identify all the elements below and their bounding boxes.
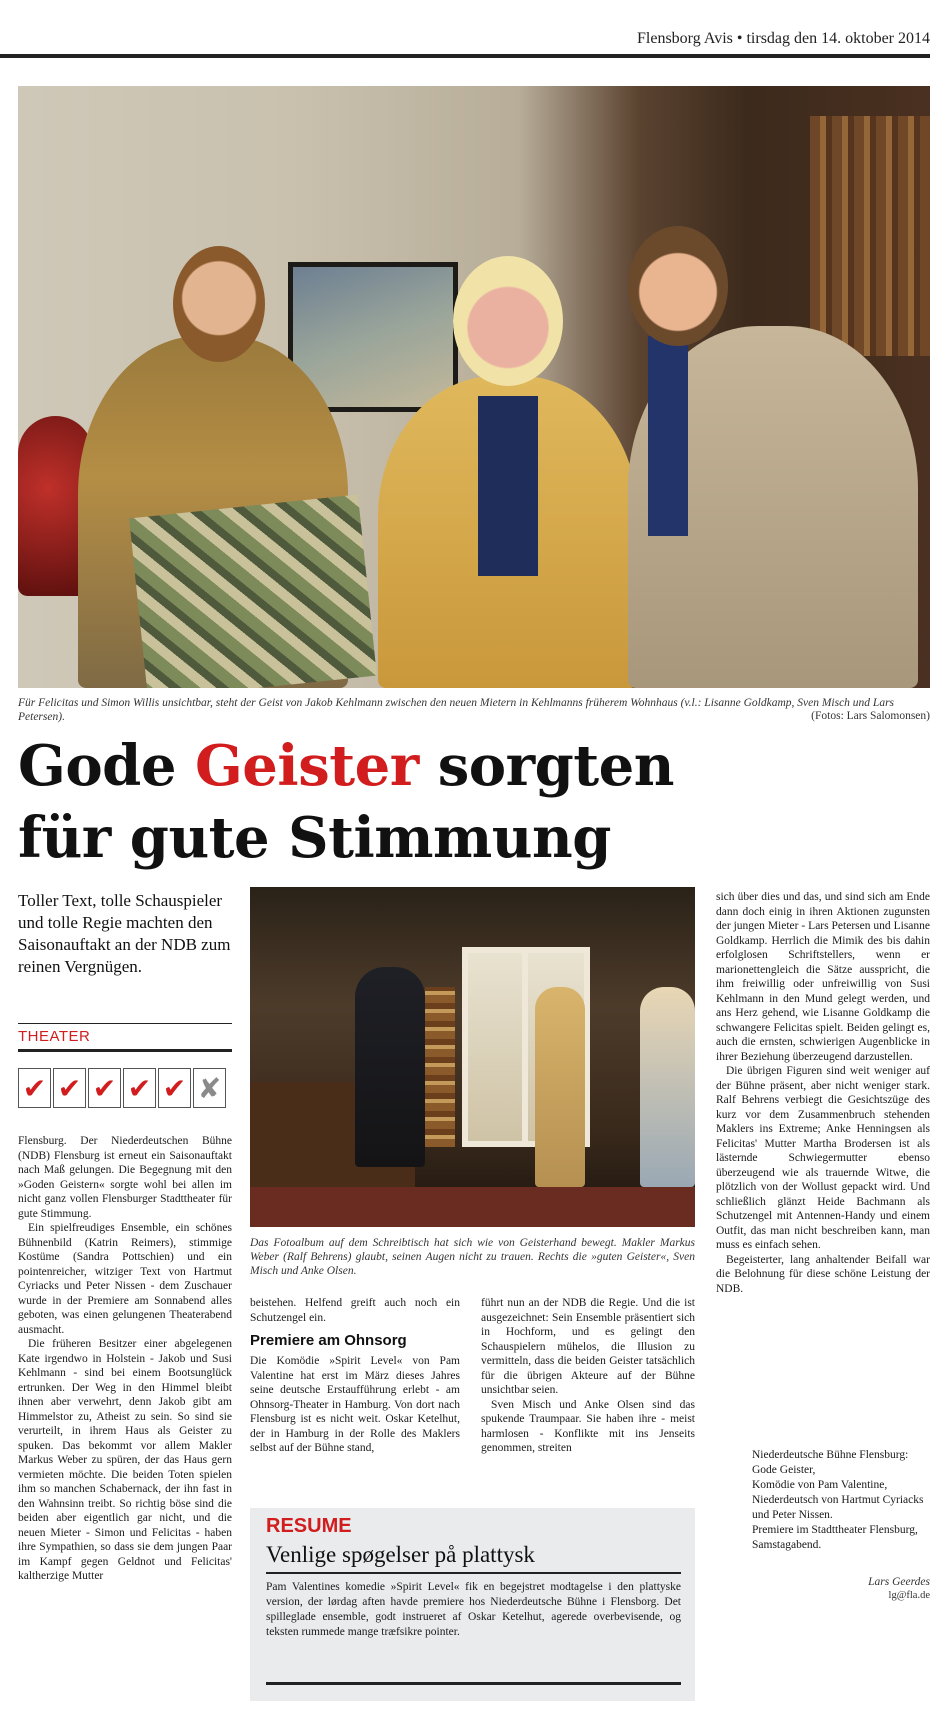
actor-ghost-man	[535, 987, 585, 1187]
kicker-rule-bottom	[18, 1049, 232, 1052]
resume-title: Venlige spøgelser på plattysk	[266, 1542, 535, 1567]
main-photo-caption: Für Felicitas und Simon Willis unsichtbar, steht der Geist von Jakob Kehlmann zwischen den neuen Mietern in Kehlmanns früherem Wohnhaus (v.l.: Lisanne Goldkamp, Sven Misch und Lars Petersen).	[18, 697, 895, 723]
paragraph: beistehen. Helfend greift auch noch ein Schutzengel ein.	[250, 1297, 460, 1324]
paragraph: Sven Misch und Anke Olsen sind das spukende Traumpaar. Sie haben ihre - meist harmlosen - Konflikte mit ins Jenseits genommen, streiten	[481, 1398, 695, 1454]
article-subhead: Premiere am Ohnsorg	[250, 1332, 407, 1349]
second-photo	[250, 887, 695, 1227]
bookshelf	[810, 116, 930, 356]
resume-rule	[266, 1572, 681, 1574]
carpet-prop	[129, 494, 377, 688]
actor-man-right	[628, 326, 918, 688]
rating-check-icon: ✔	[88, 1068, 121, 1108]
stage-floor	[250, 1187, 695, 1227]
rating-check-icon: ✔	[123, 1068, 156, 1108]
actor-blond-man	[378, 376, 638, 688]
paragraph: führt nun an der NDB die Regie. Und die ist ausgezeichnet: Sein Ensemble präsentiert sich in Hochform, und es gelingt den Schauspielern mühelos, die Illusion zu vermitteln, dass die beiden Geister tatsächlich für die übrigen Akteure auf der Bühne unsichtbar seien.	[481, 1297, 695, 1396]
article-column-1	[18, 1134, 232, 1584]
paragraph: Die Komödie »Spirit Level« von Pam Valentine hat erst im März dieses Jahres seine deutsche Erstaufführung erlebt - am Ohnsorg-Theater in Hamburg. Von dort nach Flensburg ist es nicht weit. Oskar Ketelhut, der in Hamburg in der Rolle des Maklers selbst auf der Bühne stand,	[250, 1355, 460, 1454]
fact-line: Niederdeutsch von Hartmut Cyriacks und Peter Nissen.	[752, 1494, 924, 1521]
rating-check-icon: ✔	[158, 1068, 191, 1108]
resume-label: RESUME	[266, 1515, 352, 1537]
paragraph: sich über dies und das, und sind sich am Ende dann doch einig in ihren Aktionen zugunsten der jungen Mieter - Lars Petersen und Lisanne Goldkamp. Herrlich die Mimik des bis dahin erfolglosen Schriftstellers, wenn er marionettengleich die Sätze ausspricht, die ihm freiwillig oder unfreiwillig von Susi Kehlmann in den Mund gelegt werden, und ans Herz gehend, wie Lisanne Goldkamp die schwangere Felicitas spielt. Beiden gelingt es, auch die ernsten, schwierigen Augenblicke in ihrer Beziehung überzeugend darzustellen.	[716, 891, 930, 1063]
paragraph: Begeisterter, lang anhaltender Beifall war die Belohnung für diese schöne Leistung der NDB.	[716, 1253, 930, 1295]
paragraph: Flensburg. Der Niederdeutschen Bühne (NDB) Flensburg ist erneut ein Saisonauftakt nach Maß gelungen. Die Begegnung mit den »Goden Geistern« sorgte wohl bei allen im nicht ganz vollen Flensburger Stadttheater für gute Stimmung.	[18, 1135, 232, 1220]
article-column-4	[716, 890, 930, 1296]
publication-dateline: Flensborg Avis • tirsdag den 14. oktober 2014	[637, 30, 930, 47]
photo-credit: (Fotos: Lars Salomonsen)	[811, 710, 930, 722]
fact-line: Komödie von Pam Valentine,	[752, 1479, 888, 1491]
headline-highlight: Geister	[194, 733, 419, 799]
rating-check-icon: ✔	[53, 1068, 86, 1108]
author-name: Lars Geerdes	[868, 1576, 930, 1588]
resume-box	[250, 1508, 695, 1701]
actor-makler	[355, 967, 425, 1167]
article-lead: Toller Text, tolle Schauspieler und tolle Regie machten den Saisonauftakt an der NDB zum reinen Vergnügen.	[18, 891, 231, 976]
fact-line: Niederdeutsche Bühne Flensburg: Gode Geister,	[752, 1449, 909, 1476]
actor-ghost-woman	[640, 987, 695, 1187]
stage-bookshelf	[425, 987, 455, 1147]
resume-bottom-rule	[266, 1682, 681, 1685]
article-headline: Gode Geister sorgten für gute Stimmung	[18, 733, 674, 871]
rating-check-icon: ✔	[18, 1068, 51, 1108]
resume-text: Pam Valentines komedie »Spirit Level« fik en begejstret modtagelse i den plattyske version, der lørdag aften havde premiere hos Niederdeutsche Bühne i Flensborg. Det spilleglade ensemble, godt instrueret af Oskar Ketelhut, agerede overbevisende, og teksten rummede mange træfsikre pointer.	[266, 1581, 681, 1638]
paragraph: Die früheren Besitzer einer abgelegenen Kate irgendwo in Holstein - Jakob und Susi Kehlmann - sind bei einem Bootsunglück ertrunken. Der Weg in den Himmel bleibt ihnen aber verwehrt, denn Jakob gibt am Himmelstor zu, Atheist zu sein. So sind sie verurteilt, in ihrem Haus als Geister zu spuken. Das bekommt vor allem Makler Markus Weber zu spüren, der das Haus gern vermieten möchte. Die beiden Toten spielen ihm so manchen Schabernack, der ihn fast in den Wahnsinn treibt. So richtig böse sind die beiden aber eigentlich gar nicht, und die neuen Mieter - Simon und Felicitas - haben ihre Sympathien, so dass sie dem jungen Paar im Kampf gegen Geldnot und Felicitas' kaltherzige Mutter	[18, 1338, 232, 1582]
main-photo	[18, 86, 930, 688]
paragraph: Die übrigen Figuren sind weit weniger auf der Bühne präsent, aber nicht weniger stark. Ralf Behrens verbiegt die Gesichtszüge des kurz vor dem Zusammenbruch stehenden Maklers ins Extreme; Anke Henningsen als Felicitas' Mutter Martha Brodersen ist als lästernde Schwiegermutter ebenso überzeugend wie als trauernde Witwe, die plötzlich von der Wollust gepackt wird. Und schließlich glänzt Heide Bachmann als Schutzengel mit Antennen-Handy und einem Outfit, das man nicht beschreiben kann, man muss es einfach sehen.	[716, 1065, 930, 1251]
article-column-3	[481, 1296, 695, 1456]
fact-line: Premiere im Stadttheater Flensburg, Samstagabend.	[752, 1524, 918, 1551]
header-rule	[0, 54, 930, 58]
article-column-2	[250, 1296, 460, 1456]
rating-boxes	[18, 1068, 228, 1108]
author-email[interactable]: lg@fla.de	[888, 1590, 930, 1601]
paragraph: Ein spielfreudiges Ensemble, ein schönes Bühnenbild (Katrin Reimers), stimmige Kostüme (Sandra Pottschien) und ein pointenreicher, witziger Text von Hartmut Cyriacks und Peter Nissen - dem Zuschauer wurde in der Premiere am Sonnabend alles geboten, was einen gelungenen Theaterabend ausmacht.	[18, 1222, 232, 1336]
second-photo-caption: Das Fotoalbum auf dem Schreibtisch hat sich wie von Geisterhand bewegt. Makler Markus Weber (Ralf Behrens) glaubt, seinen Augen nicht zu trauen. Rechts die »guten Geister«, Sven Misch und Anke Olsen.	[250, 1237, 695, 1277]
section-kicker: THEATER	[18, 1028, 91, 1045]
kicker-rule-top	[18, 1023, 232, 1024]
fact-box	[744, 1448, 930, 1553]
page-header	[0, 0, 930, 60]
rating-cross-icon: ✘	[193, 1068, 226, 1108]
